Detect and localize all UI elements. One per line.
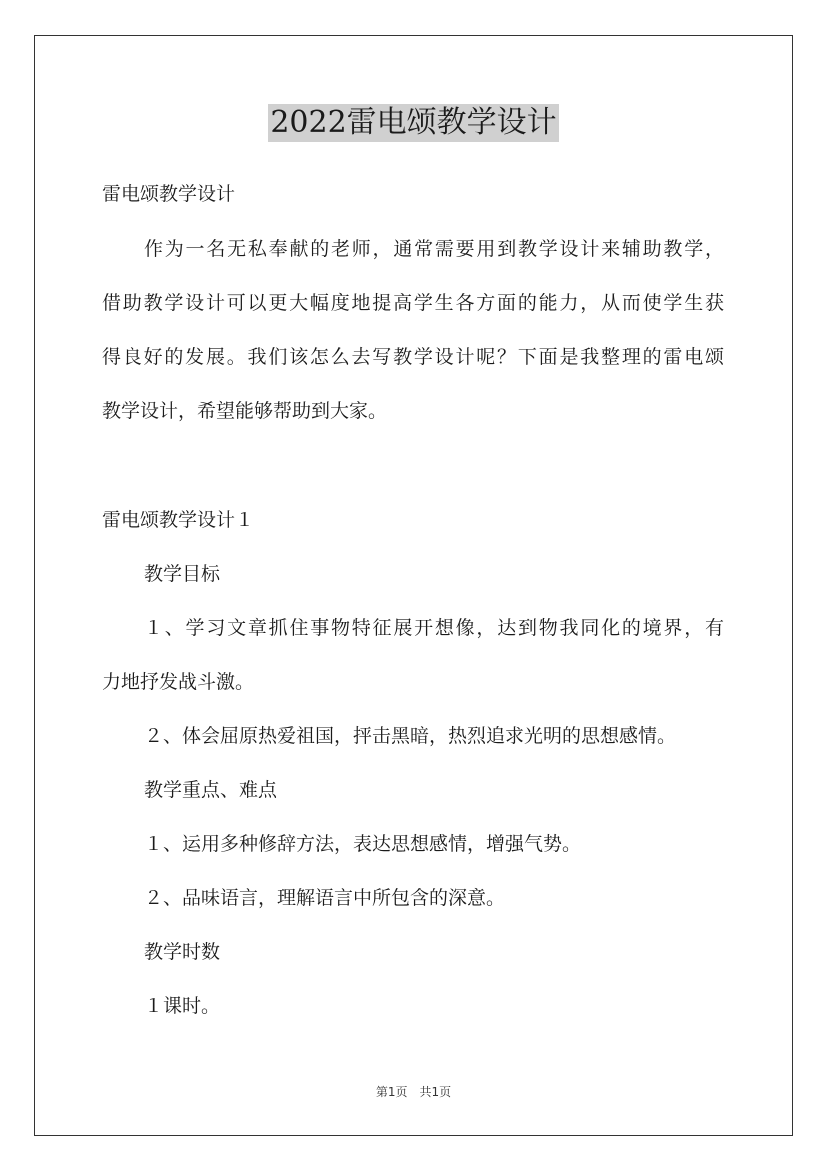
- goal-2: ２、体会屈原热爱祖国，抨击黑暗，热烈追求光明的思想感情。: [144, 725, 677, 747]
- hours-heading: 教学时数: [144, 941, 221, 963]
- section-heading: 雷电颂教学设计１: [102, 509, 255, 531]
- document-subtitle: 雷电颂教学设计: [102, 183, 236, 205]
- document-title: 2022雷电颂教学设计: [270, 105, 557, 140]
- page-footer: 第1页 共1页: [375, 1085, 452, 1099]
- intro-line-2: 借助教学设计可以更大幅度地提高学生各方面的能力，从而使学生获: [102, 292, 724, 314]
- key-point-1: １、运用多种修辞方法，表达思想感情，增强气势。: [144, 833, 582, 855]
- hours-value: １课时。: [144, 995, 221, 1017]
- intro-line-4: 教学设计，希望能够帮助到大家。: [102, 400, 388, 422]
- intro-line-1: 作为一名无私奉献的老师，通常需要用到教学设计来辅助教学，: [144, 238, 724, 260]
- key-points-heading: 教学重点、难点: [144, 779, 278, 801]
- goals-heading: 教学目标: [144, 563, 221, 585]
- intro-line-3: 得良好的发展。我们该怎么去写教学设计呢？下面是我整理的雷电颂: [102, 346, 724, 368]
- title-container: [0, 104, 827, 142]
- goal-1-line-1: １、学习文章抓住事物特征展开想像，达到物我同化的境界，有: [144, 617, 724, 639]
- key-point-2: ２、品味语言，理解语言中所包含的深意。: [144, 887, 506, 909]
- goal-1-line-2: 力地抒发战斗激。: [102, 671, 255, 693]
